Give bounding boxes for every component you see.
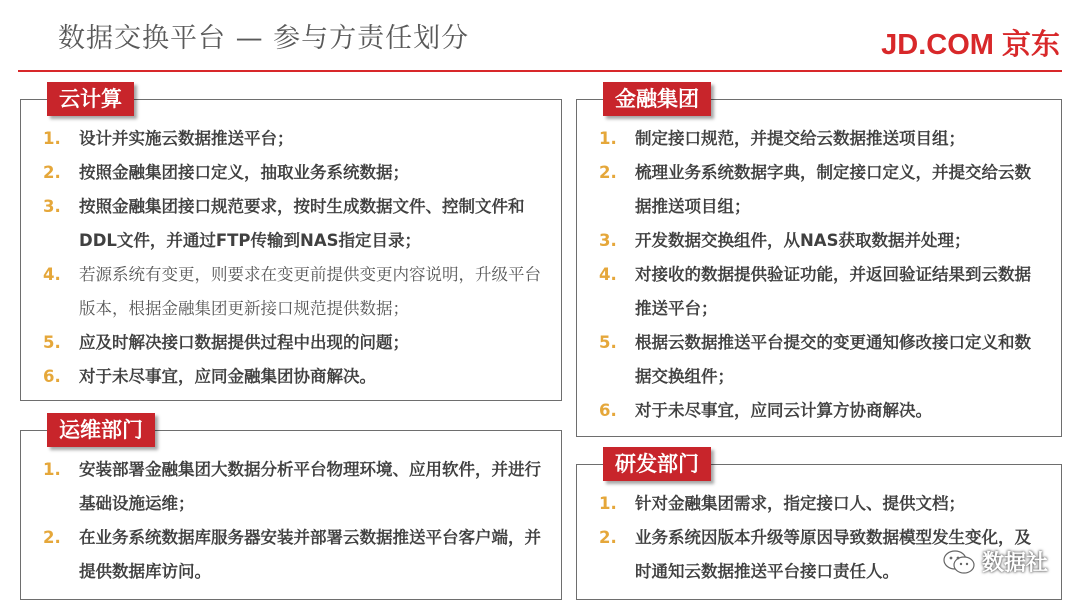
panel-rnd bbox=[576, 452, 1062, 600]
item-text: 梳理业务系统数据字典，制定接口定义，并提交给云数据推送项目组； bbox=[635, 163, 1031, 216]
item-number: 3. bbox=[599, 231, 617, 250]
brand-logo: JD.COM 京东 bbox=[881, 29, 1060, 61]
list-item bbox=[43, 122, 547, 156]
list-item bbox=[599, 122, 1047, 156]
list-item bbox=[43, 360, 547, 394]
watermark bbox=[942, 546, 1048, 577]
item-number: 2. bbox=[43, 528, 61, 547]
item-text: 对于未尽事宜，应同金融集团协商解决。 bbox=[79, 367, 376, 386]
item-number: 3. bbox=[43, 197, 61, 216]
item-text: 制定接口规范，并提交给云数据推送项目组； bbox=[635, 129, 965, 148]
item-number: 1. bbox=[599, 129, 617, 148]
panel-tag-cloud: 云计算 bbox=[47, 82, 134, 116]
item-number: 2. bbox=[599, 528, 617, 547]
item-text: 安装部署金融集团大数据分析平台物理环境、应用软件，并进行基础设施运维； bbox=[79, 460, 541, 513]
list-item bbox=[43, 326, 547, 360]
item-text: 在业务系统数据库服务器安装并部署云数据推送平台客户端，并提供数据库访问。 bbox=[79, 528, 541, 581]
panel-tag-rnd: 研发部门 bbox=[603, 447, 711, 481]
panel-tag-finance: 金融集团 bbox=[603, 82, 711, 116]
item-number: 2. bbox=[599, 163, 617, 182]
list-item bbox=[599, 156, 1047, 224]
list-item bbox=[43, 453, 547, 521]
item-text: 按照金融集团接口定义，抽取业务系统数据； bbox=[79, 163, 409, 182]
item-number: 5. bbox=[43, 333, 61, 352]
item-number: 2. bbox=[43, 163, 61, 182]
item-number: 5. bbox=[599, 333, 617, 352]
item-text: 对于未尽事宜，应同云计算方协商解决。 bbox=[635, 401, 932, 420]
list-item bbox=[599, 326, 1047, 394]
item-number: 1. bbox=[43, 129, 61, 148]
list-item bbox=[599, 394, 1047, 428]
title-divider bbox=[18, 70, 1062, 72]
item-text: 应及时解决接口数据提供过程中出现的问题； bbox=[79, 333, 409, 352]
item-text: 开发数据交换组件，从NAS获取数据并处理； bbox=[635, 231, 971, 250]
panel-finance bbox=[576, 87, 1062, 437]
item-number: 1. bbox=[43, 460, 61, 479]
panel-ops bbox=[20, 418, 562, 600]
watermark-text: 数据社 bbox=[981, 551, 1048, 576]
page-title: 数据交换平台 — 参与方责任划分 bbox=[58, 23, 470, 54]
list-item bbox=[43, 521, 547, 589]
panel-cloud bbox=[20, 87, 562, 401]
wechat-icon bbox=[942, 549, 976, 575]
item-number: 1. bbox=[599, 494, 617, 513]
item-text: 对接收的数据提供验证功能，并返回验证结果到云数据推送平台； bbox=[635, 265, 1031, 318]
item-text: 设计并实施云数据推送平台； bbox=[79, 129, 294, 148]
item-text: 业务系统因版本升级等原因导致数据模型发生变化，及时通知云数据推送平台接口责任人。 bbox=[635, 528, 1031, 581]
item-text: 根据云数据推送平台提交的变更通知修改接口定义和数据交换组件； bbox=[635, 333, 1031, 386]
list-item bbox=[43, 190, 547, 258]
item-number: 4. bbox=[599, 265, 617, 284]
list-item bbox=[599, 224, 1047, 258]
item-text: 若源系统有变更，则要求在变更前提供变更内容说明，升级平台版本，根据金融集团更新接口规范提供数据； bbox=[79, 265, 541, 318]
list-item bbox=[43, 156, 547, 190]
item-number: 6. bbox=[43, 367, 61, 386]
item-text: 按照金融集团接口规范要求，按时生成数据文件、控制文件和DDL文件，并通过FTP传输到NAS指定目录； bbox=[79, 197, 525, 250]
item-number: 6. bbox=[599, 401, 617, 420]
panel-tag-ops: 运维部门 bbox=[47, 413, 155, 447]
list-item bbox=[599, 487, 1047, 521]
item-number: 4. bbox=[43, 265, 61, 284]
item-text: 针对金融集团需求，指定接口人、提供文档； bbox=[635, 494, 965, 513]
list-item bbox=[43, 258, 547, 326]
list-item bbox=[599, 258, 1047, 326]
